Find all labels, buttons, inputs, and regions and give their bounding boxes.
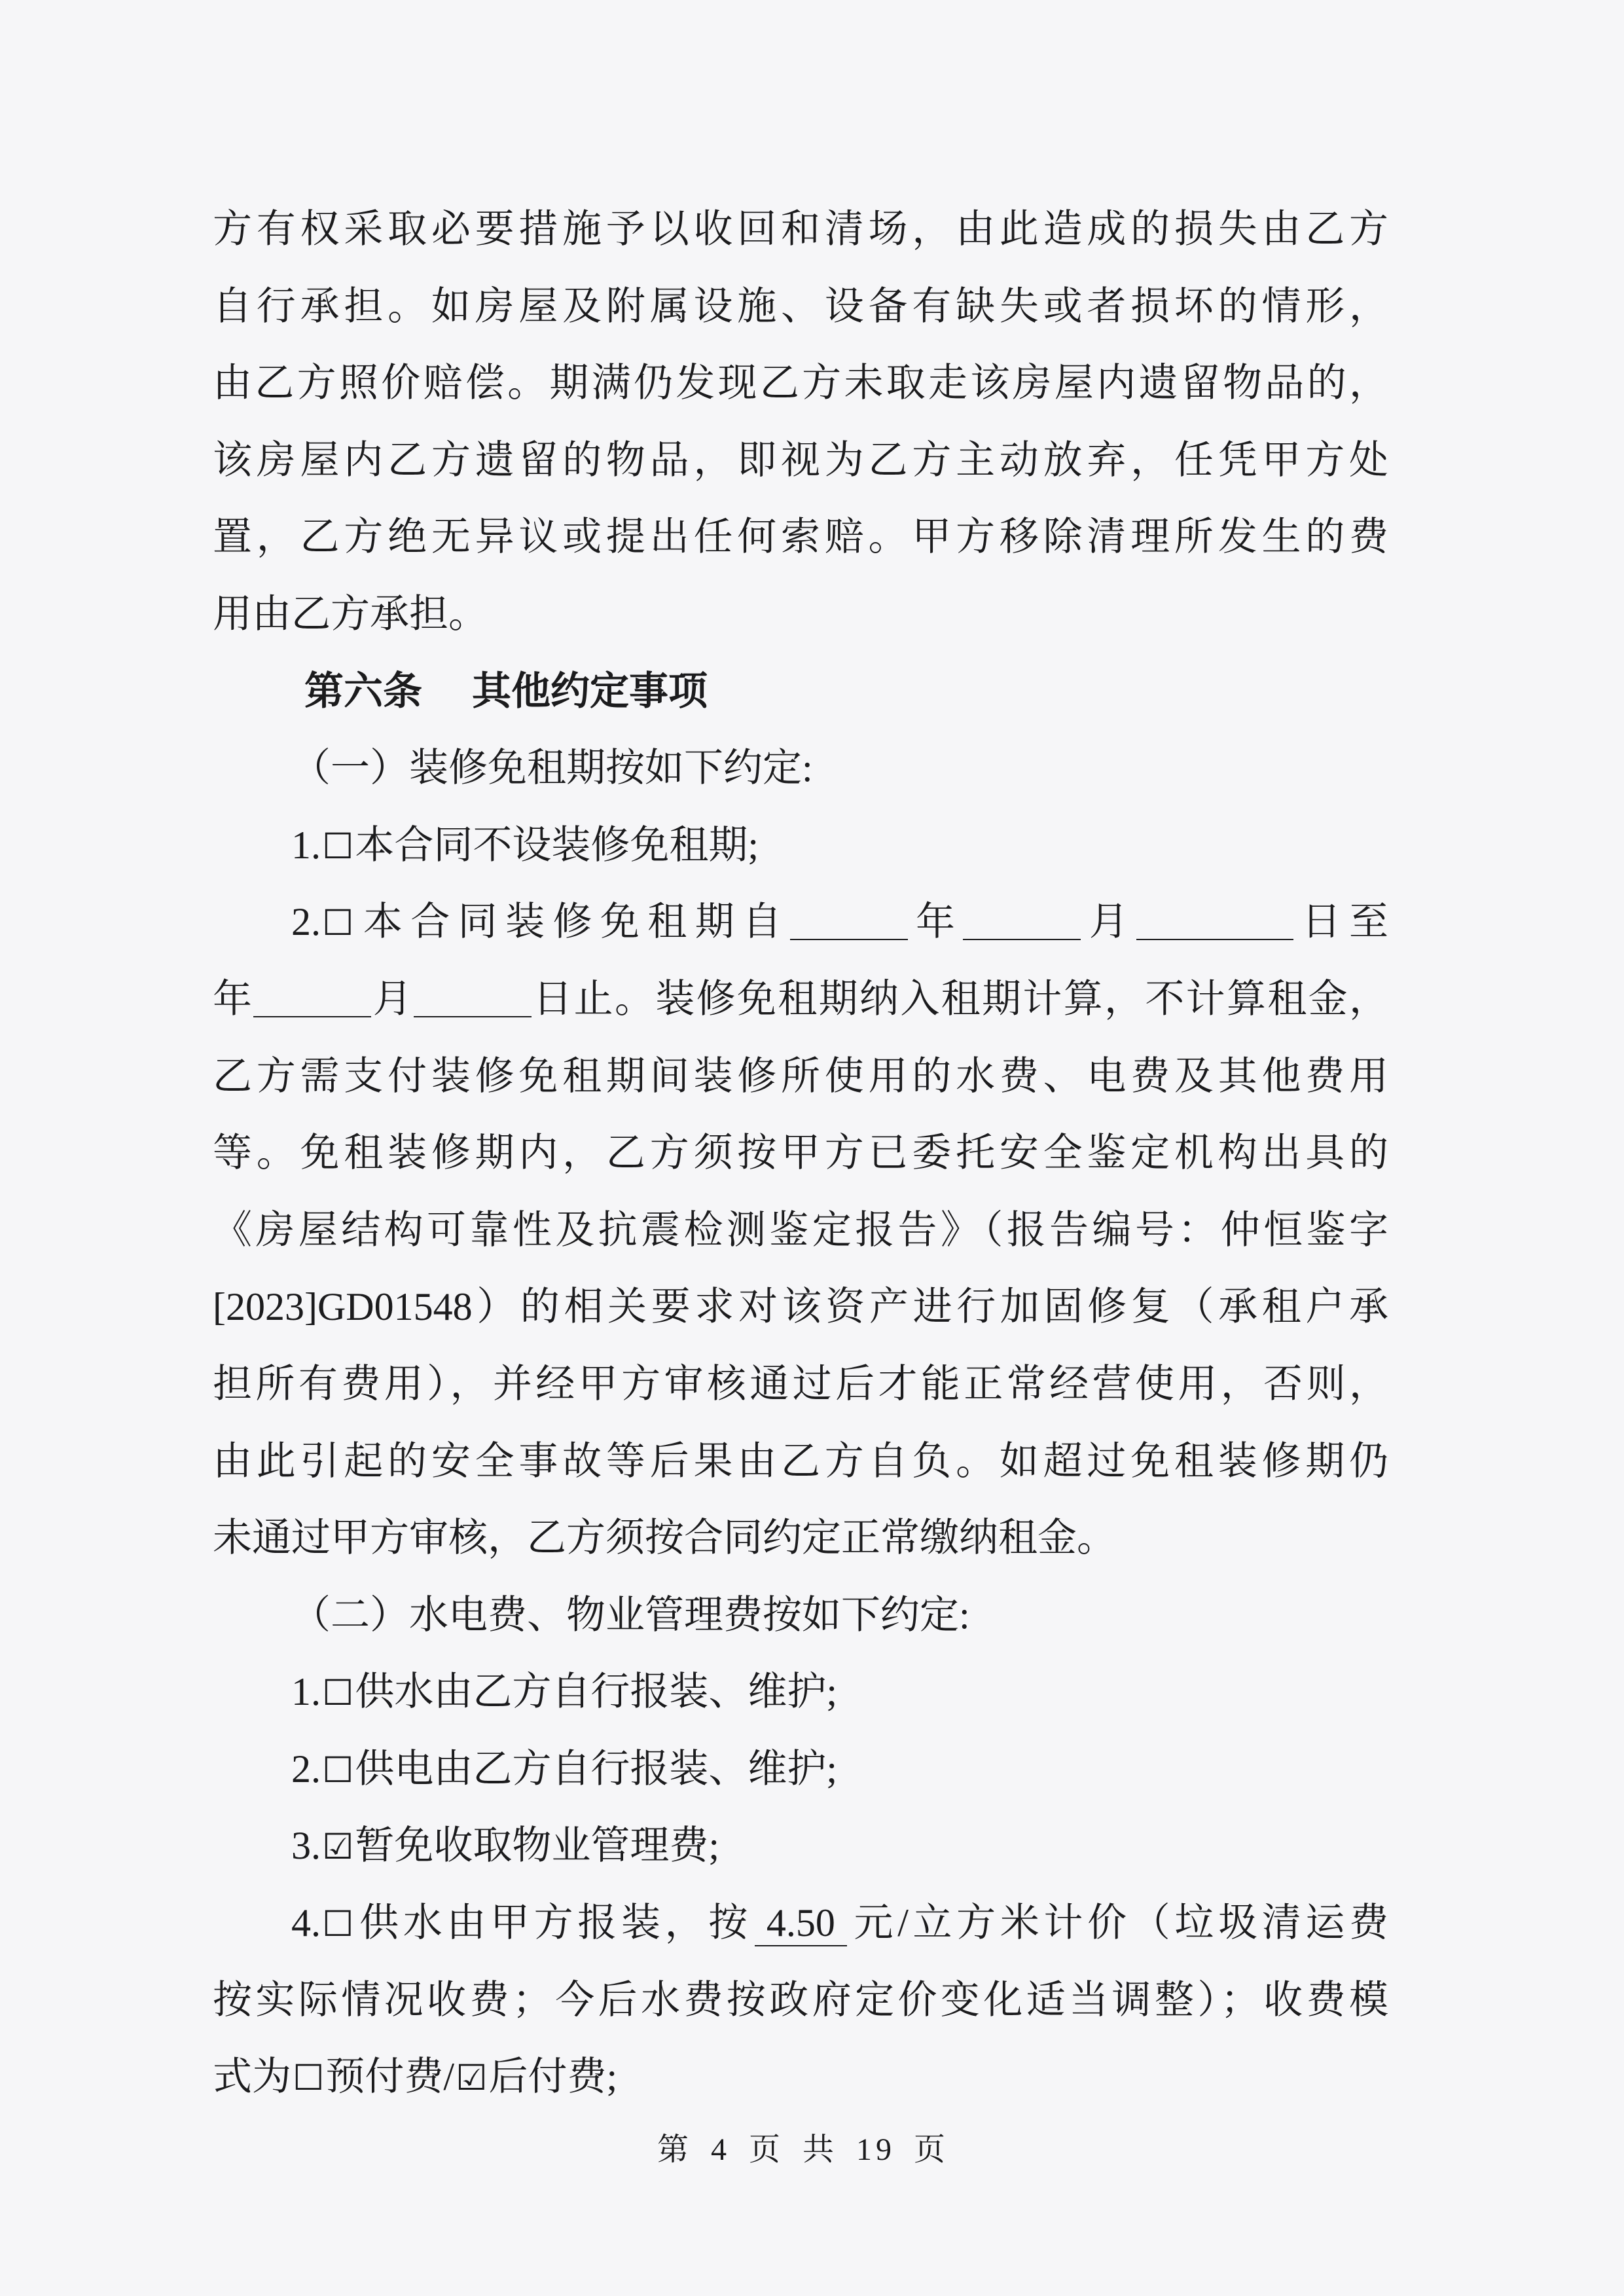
payment-mode-label: 式为 <box>213 2055 291 2099</box>
unit-year: 年 <box>213 977 254 1021</box>
unit-month: 月 <box>371 977 414 1021</box>
text-line: 按实际情况收费；今后水费按政府定价变化适当调整）；收费模 <box>213 1978 1388 2022</box>
page-number-footer: 第 4 页 共 19 页 <box>657 2132 949 2167</box>
option-text: 本合同装修免租期自 <box>355 900 790 944</box>
checkbox-checked-icon: ☑ <box>322 1826 354 1868</box>
option-number: 3. <box>291 1824 321 1868</box>
text-line: 等。免租装修期内，乙方须按甲方已委托安全鉴定机构出具的 <box>213 1131 1388 1175</box>
blank-end-month <box>253 991 371 1017</box>
option-item <box>213 1808 1388 1885</box>
article-heading <box>213 653 1388 731</box>
blank-start-month <box>963 914 1081 940</box>
checkbox-unchecked-icon: ☐ <box>322 1749 354 1791</box>
text-line: 《房屋结构可靠性及抗震检测鉴定报告》（报告编号：仲恒鉴字 <box>213 1208 1388 1252</box>
option-text: 暂免收取物业管理费; <box>355 1824 720 1868</box>
unit-year: 年 <box>907 900 964 944</box>
text-line: 自行承担。如房屋及附属设施、设备有缺失或者损坏的情形， <box>213 284 1388 328</box>
checkbox-unchecked-icon: ☐ <box>322 1903 354 1945</box>
text-line: 由此引起的安全事故等后果由乙方自负。如超过免租装修期仍 <box>213 1439 1388 1483</box>
prepaid-label: 预付费/ <box>325 2055 455 2099</box>
unit-day-to: 日至 <box>1293 900 1388 944</box>
text-line: 未通过甲方审核，乙方须按合同约定正常缴纳租金。 <box>213 1516 1116 1560</box>
blank-start-year <box>790 914 908 940</box>
option-number: 2. <box>291 900 321 944</box>
text-line: 由乙方照价赔偿。期满仍发现乙方未取走该房屋内遗留物品的， <box>213 361 1388 405</box>
option-item <box>213 1654 1388 1731</box>
text-line <box>213 961 1388 1038</box>
option-number: 1. <box>291 1670 321 1714</box>
blank-start-day <box>1136 914 1293 940</box>
option-item <box>213 1731 1388 1808</box>
blank-end-day <box>414 991 532 1017</box>
option-number: 2. <box>291 1747 321 1791</box>
text-line <box>213 2039 1388 2116</box>
option-item <box>213 1885 1388 1962</box>
water-rate-value: 4.50 <box>755 1903 847 1946</box>
option-text: 供水由乙方自行报装、维护; <box>355 1670 838 1714</box>
postpaid-label: 后付费; <box>488 2055 618 2099</box>
section-heading: （二）水电费、物业管理费按如下约定: <box>291 1593 970 1637</box>
option-item <box>213 884 1388 961</box>
checkbox-unchecked-icon: ☐ <box>322 902 354 944</box>
checkbox-checked-icon: ☑ <box>456 2057 488 2099</box>
unit-month: 月 <box>1081 900 1137 944</box>
option-number: 1. <box>291 823 321 867</box>
text-line: 用由乙方承担。 <box>213 592 488 636</box>
article-number: 第六条 <box>304 669 422 713</box>
option-text: 元/立方米计价（垃圾清运费 <box>849 1901 1388 1945</box>
text-line: 置，乙方绝无异议或提出任何索赔。甲方移除清理所发生的费 <box>213 515 1388 559</box>
section-heading: （一）装修免租期按如下约定: <box>291 746 813 790</box>
text-line: 乙方需支付装修免租期间装修所使用的水费、电费及其他费用 <box>213 1054 1388 1098</box>
article-title: 其他约定事项 <box>472 669 708 713</box>
document-body <box>213 191 1388 2116</box>
text-line: 方有权采取必要措施予以收回和清场，由此造成的损失由乙方 <box>213 208 1388 251</box>
checkbox-unchecked-icon: ☐ <box>293 2057 325 2099</box>
option-text: 供水由甲方报装，按 <box>355 1901 752 1945</box>
checkbox-unchecked-icon: ☐ <box>322 825 354 867</box>
option-number: 4. <box>291 1901 321 1945</box>
option-text: 本合同不设装修免租期; <box>355 823 759 867</box>
option-text: 供电由乙方自行报装、维护; <box>355 1747 838 1791</box>
text-line: 担所有费用），并经甲方审核通过后才能正常经营使用，否则， <box>213 1362 1388 1406</box>
text-line: 该房屋内乙方遗留的物品，即视为乙方主动放弃，任凭甲方处 <box>213 438 1388 482</box>
text-line: [2023]GD01548）的相关要求对该资产进行加固修复（承租户承 <box>213 1285 1388 1329</box>
option-item <box>213 807 1388 884</box>
option-text: 日止。装修免租期纳入租期计算，不计算租金， <box>532 977 1388 1021</box>
checkbox-unchecked-icon: ☐ <box>322 1672 354 1714</box>
